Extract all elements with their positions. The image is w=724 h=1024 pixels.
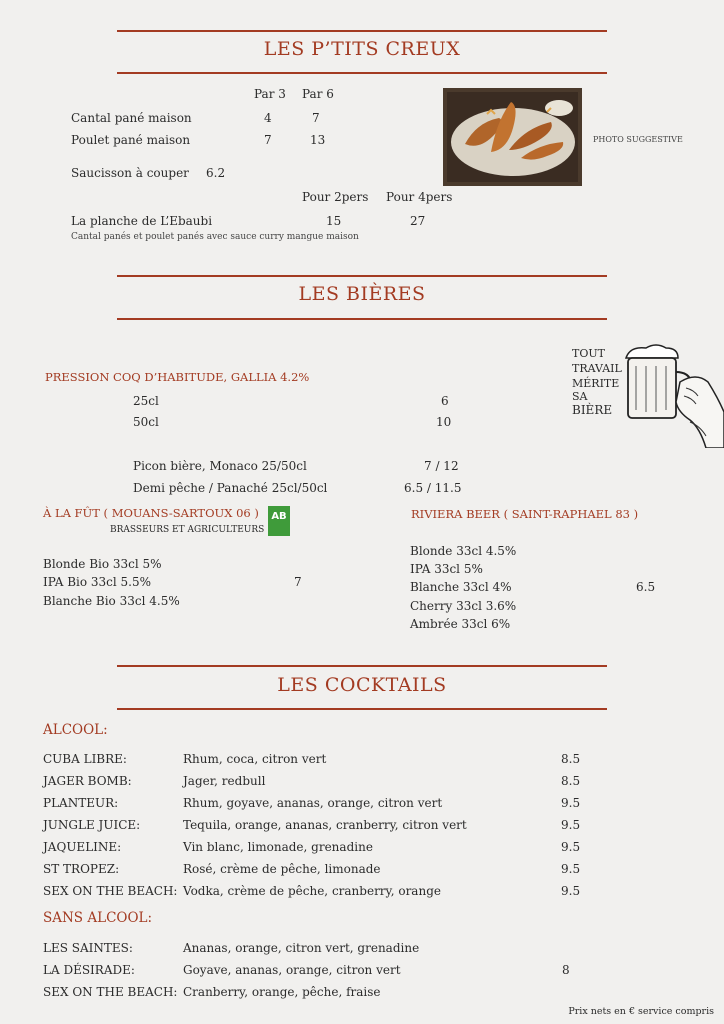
mocktail-desc: Goyave, ananas, orange, citron vert	[183, 963, 401, 977]
extra-price: 7 / 12	[424, 459, 459, 473]
mocktail-price: 8	[562, 963, 570, 977]
cocktail-name: JAQUELINE:	[43, 840, 122, 854]
planche-description: Cantal panés et poulet panés avec sauce curry mangue maison	[71, 232, 359, 242]
cocktail-desc: Vin blanc, limonade, grenadine	[183, 840, 373, 854]
motto-line: TOUT	[572, 347, 605, 360]
cocktail-desc: Tequila, orange, ananas, cranberry, citron vert	[183, 818, 467, 832]
cocktail-desc: Rhum, coca, citron vert	[183, 752, 327, 766]
cocktail-name: ST TROPEZ:	[43, 862, 120, 876]
fut-item: IPA Bio 33cl 5.5%	[43, 575, 152, 589]
pression-price: 10	[436, 415, 452, 429]
motto-line: SA	[572, 390, 588, 403]
fut-subtitle: BRASSEURS ET AGRICULTEURS	[110, 525, 265, 535]
mocktail-desc: Cranberry, orange, pêche, fraise	[183, 985, 381, 999]
col-par6: Par 6	[302, 87, 334, 101]
fut-item: Blonde Bio 33cl 5%	[43, 557, 162, 571]
organic-ab-logo	[268, 506, 290, 536]
cocktail-desc: Jager, redbull	[183, 774, 266, 788]
alcool-title: ALCOOL:	[43, 722, 108, 738]
cocktail-price: 8.5	[561, 774, 581, 788]
extra-name: Demi pêche / Panaché 25cl/50cl	[133, 481, 328, 495]
fut-price: 7	[294, 575, 302, 589]
riviera-item: Ambrée 33cl 6%	[410, 617, 511, 631]
pression-size: 50cl	[133, 415, 159, 429]
planche-name: La planche de L’Ebaubi	[71, 214, 213, 228]
cocktail-price: 9.5	[561, 884, 581, 898]
col-par3: Par 3	[254, 87, 286, 101]
beer-mug-icon	[620, 342, 724, 448]
col-2pers: Pour 2pers	[302, 190, 369, 204]
cocktail-desc: Rosé, crème de pêche, limonade	[183, 862, 381, 876]
pression-size: 25cl	[133, 394, 159, 408]
bieres-top-rule	[117, 275, 607, 277]
cocktail-price: 9.5	[561, 796, 581, 810]
cocktail-name: CUBA LIBRE:	[43, 752, 127, 766]
saucisson-name: Saucisson à couper	[71, 166, 189, 180]
sans-alcool-title: SANS ALCOOL:	[43, 910, 153, 926]
cocktail-name: JAGER BOMB:	[43, 774, 132, 788]
pression-title: PRESSION COQ D’HABITUDE, GALLIA 4.2%	[45, 370, 310, 384]
saucisson-price: 6.2	[206, 166, 226, 180]
bieres-bottom-rule	[117, 318, 607, 320]
photo-caption: PHOTO SUGGESTIVE	[593, 135, 683, 144]
cocktail-name: JUNGLE JUICE:	[43, 818, 141, 832]
pression-price: 6	[441, 394, 449, 408]
creux-top-rule	[117, 30, 607, 32]
item-price-p3: 7	[264, 133, 272, 147]
fut-item: Blanche Bio 33cl 4.5%	[43, 594, 180, 608]
cocktail-desc: Vodka, crème de pêche, cranberry, orange	[183, 884, 441, 898]
fut-title: À LA FÛT ( MOUANS-SARTOUX 06 )	[43, 506, 259, 520]
cocktails-title: LES COCKTAILS	[277, 674, 447, 696]
item-name: Poulet pané maison	[71, 133, 191, 147]
creux-title: LES P’TITS CREUX	[263, 38, 461, 60]
mocktail-name: SEX ON THE BEACH:	[43, 985, 178, 999]
price-footnote: Prix nets en € service compris	[568, 1006, 714, 1017]
food-photo	[443, 88, 582, 186]
item-name: Cantal pané maison	[71, 111, 192, 125]
extra-price: 6.5 / 11.5	[404, 481, 462, 495]
motto-line: MÉRITE	[572, 377, 620, 390]
cocktail-price: 8.5	[561, 752, 581, 766]
planche-price-4: 27	[410, 214, 426, 228]
extra-name: Picon bière, Monaco 25/50cl	[133, 459, 307, 473]
motto-line: BIÈRE	[572, 403, 613, 417]
motto-line: TRAVAIL	[572, 362, 622, 375]
riviera-title: RIVIERA BEER ( SAINT-RAPHAEL 83 )	[411, 507, 639, 521]
cocktails-bottom-rule	[117, 708, 607, 710]
col-4pers: Pour 4pers	[386, 190, 453, 204]
item-price-p6: 7	[312, 111, 320, 125]
mocktail-name: LES SAINTES:	[43, 941, 133, 955]
planche-price-2: 15	[326, 214, 342, 228]
item-price-p3: 4	[264, 111, 272, 125]
cocktail-name: PLANTEUR:	[43, 796, 119, 810]
cocktail-price: 9.5	[561, 840, 581, 854]
mocktail-desc: Ananas, orange, citron vert, grenadine	[183, 941, 420, 955]
riviera-price: 6.5	[636, 580, 656, 594]
ab-logo-text: AB	[271, 511, 287, 522]
cocktails-top-rule	[117, 665, 607, 667]
riviera-item: IPA 33cl 5%	[410, 562, 483, 576]
cocktail-desc: Rhum, goyave, ananas, orange, citron vert	[183, 796, 443, 810]
item-price-p6: 13	[310, 133, 326, 147]
bieres-title: LES BIÈRES	[298, 283, 426, 305]
riviera-item: Blanche 33cl 4%	[410, 580, 512, 594]
riviera-item: Blonde 33cl 4.5%	[410, 544, 517, 558]
mocktail-name: LA DÉSIRADE:	[43, 963, 135, 977]
cocktail-price: 9.5	[561, 862, 581, 876]
riviera-item: Cherry 33cl 3.6%	[410, 599, 517, 613]
cocktail-name: SEX ON THE BEACH:	[43, 884, 178, 898]
chicken-tenders-image	[447, 92, 578, 182]
cocktail-price: 9.5	[561, 818, 581, 832]
creux-bottom-rule	[117, 72, 607, 74]
